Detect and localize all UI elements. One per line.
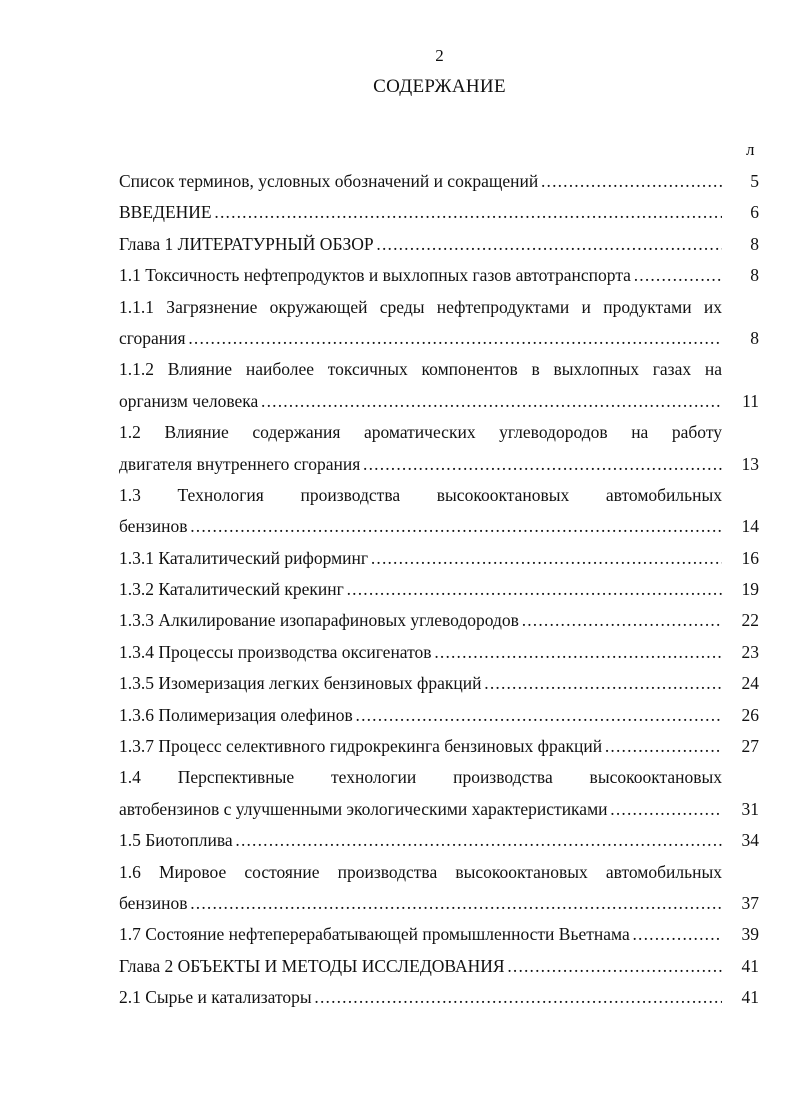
toc-entry-line1[interactable] (119, 857, 759, 888)
toc-entry-title: 1.4 Перспективные технологии производства высокооктановых (119, 767, 722, 788)
toc-entry-page: 31 (741, 798, 759, 819)
toc-entry-page: 34 (741, 830, 759, 851)
toc-entry-title: Глава 1 ЛИТЕРАТУРНЫЙ ОБЗОР . . . (119, 229, 722, 260)
toc-entry-page: 14 (741, 516, 759, 537)
toc-entry-line1[interactable] (119, 762, 759, 793)
toc-entry-title: 1.3.2 Каталитический крекинг . . . (119, 574, 722, 605)
toc-entry-title: 1.3.3 Алкилирование изопарафиновых углеводородов . . . (119, 605, 722, 636)
toc-entry-title: 1.1 Токсичность нефтепродуктов и выхлопных газов автотранспорта . . . (119, 260, 722, 291)
page-column-header: л (746, 140, 755, 159)
toc-entry-line2[interactable] (119, 449, 759, 480)
toc-entry[interactable] (119, 731, 759, 762)
toc-entry-title: Список терминов, условных обозначений и сокращений . . . (119, 166, 722, 197)
table-of-contents (119, 166, 759, 1014)
toc-entry[interactable] (119, 260, 759, 291)
toc-entry-title-cont: двигателя внутреннего сгорания . . . (119, 449, 722, 480)
toc-entry-title-cont: сгорания . . . (119, 323, 722, 354)
toc-entry-title: 1.1.2 Влияние наиболее токсичных компонентов в выхлопных газах на (119, 359, 722, 380)
toc-entry-page: 6 (750, 202, 759, 223)
toc-entry-page: 13 (741, 453, 759, 474)
toc-entry-line1[interactable] (119, 292, 759, 323)
toc-entry-title: 1.1.1 Загрязнение окружающей среды нефтепродуктами и продуктами их (119, 296, 722, 317)
toc-entry-page: 22 (741, 610, 759, 631)
toc-entry[interactable] (119, 637, 759, 668)
toc-entry-page: 16 (741, 547, 759, 568)
toc-entry-title: Глава 2 ОБЪЕКТЫ И МЕТОДЫ ИССЛЕДОВАНИЯ . . . (119, 951, 722, 982)
toc-entry-title: 1.2 Влияние содержания ароматических углеводородов на работу (119, 422, 722, 443)
toc-entry[interactable] (119, 166, 759, 197)
toc-entry-title: 1.3.5 Изомеризация легких бензиновых фракций . . . (119, 668, 722, 699)
toc-entry-line2[interactable] (119, 794, 759, 825)
toc-entry-title: 1.3.7 Процесс селективного гидрокрекинга бензиновых фракций . . . (119, 731, 722, 762)
toc-entry-title: 1.3.6 Полимеризация олефинов . . . (119, 700, 722, 731)
toc-entry-title-cont: автобензинов с улучшенными экологическими характеристиками . . . (119, 794, 722, 825)
toc-entry[interactable] (119, 543, 759, 574)
toc-entry-page: 37 (741, 892, 759, 913)
toc-entry-page: 39 (741, 924, 759, 945)
toc-entry-page: 8 (750, 233, 759, 254)
toc-entry-title: ВВЕДЕНИЕ . . . (119, 197, 722, 228)
toc-entry-page: 23 (741, 641, 759, 662)
page-title: СОДЕРЖАНИЕ (373, 76, 506, 97)
toc-entry[interactable] (119, 229, 759, 260)
toc-entry-page: 11 (742, 390, 759, 411)
toc-entry-line1[interactable] (119, 354, 759, 385)
toc-entry[interactable] (119, 668, 759, 699)
toc-entry-title: 1.7 Состояние нефтеперерабатывающей промышленности Вьетнама . . . (119, 919, 722, 950)
toc-entry[interactable] (119, 951, 759, 982)
toc-entry-title: 1.3.4 Процессы производства оксигенатов . . . (119, 637, 722, 668)
toc-entry-page: 19 (741, 579, 759, 600)
toc-entry-line2[interactable] (119, 511, 759, 542)
toc-entry[interactable] (119, 197, 759, 228)
toc-entry-page: 41 (741, 955, 759, 976)
page-number: 2 (435, 46, 444, 65)
toc-entry-page: 41 (741, 987, 759, 1008)
toc-entry-title: 1.3 Технология производства высокооктановых автомобильных (119, 484, 722, 505)
toc-entry-page: 8 (750, 327, 759, 348)
toc-entry[interactable] (119, 982, 759, 1013)
toc-entry-title: 2.1 Сырье и катализаторы . . . (119, 982, 722, 1013)
toc-entry-line1[interactable] (119, 480, 759, 511)
toc-entry[interactable] (119, 605, 759, 636)
toc-entry[interactable] (119, 700, 759, 731)
toc-entry-title-cont: организм человека . . . (119, 386, 722, 417)
toc-entry-page: 24 (741, 673, 759, 694)
toc-entry[interactable] (119, 574, 759, 605)
toc-entry-line2[interactable] (119, 888, 759, 919)
toc-entry-page: 8 (750, 265, 759, 286)
toc-entry-page: 5 (750, 171, 759, 191)
toc-entry-title-cont: бензинов . . . (119, 511, 722, 542)
toc-entry-line2[interactable] (119, 323, 759, 354)
toc-entry[interactable] (119, 919, 759, 950)
toc-entry-title: 1.6 Мировое состояние производства высокооктановых автомобильных (119, 861, 722, 882)
toc-entry-page: 27 (741, 736, 759, 757)
toc-entry-line1[interactable] (119, 417, 759, 448)
toc-entry-title: 1.5 Биотоплива . . . (119, 825, 722, 856)
toc-entry-title-cont: бензинов . . . (119, 888, 722, 919)
toc-entry-title: 1.3.1 Каталитический риформинг . . . (119, 543, 722, 574)
toc-entry[interactable] (119, 825, 759, 856)
toc-entry-page: 26 (741, 704, 759, 725)
toc-entry-line2[interactable] (119, 386, 759, 417)
